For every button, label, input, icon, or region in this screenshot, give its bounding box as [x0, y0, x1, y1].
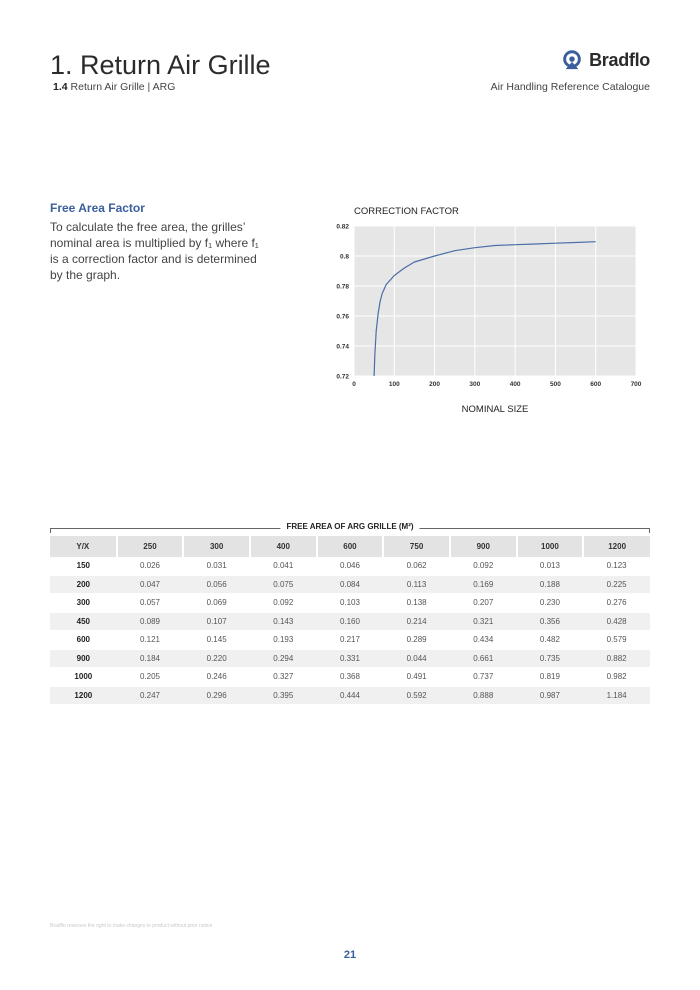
table-caption-text: FREE AREA OF ARG GRILLE (M²): [280, 522, 419, 531]
table-cell: 0.205: [117, 668, 184, 687]
table-cell: 0.084: [317, 575, 384, 594]
table-column-header: 900: [450, 536, 517, 557]
free-area-table: [50, 536, 650, 705]
chart-y-tick-label: 0.76: [336, 313, 349, 321]
table-cell: 0.207: [450, 594, 517, 613]
chart-x-tick-label: 300: [469, 381, 481, 388]
table-row-header: 1000: [50, 668, 117, 687]
table-cell: 0.026: [117, 557, 184, 575]
table-cell: 0.169: [450, 575, 517, 594]
chart-x-tick-label: 500: [549, 381, 561, 388]
table-row: [50, 668, 650, 687]
chart-y-tick-label: 0.8: [339, 253, 349, 261]
table-cell: 0.089: [117, 612, 184, 631]
chart-x-axis: [352, 381, 642, 388]
table-column-header: 250: [117, 536, 184, 557]
table-cell: 0.092: [250, 594, 317, 613]
table-cell: 0.819: [517, 668, 584, 687]
table-cell: 0.044: [383, 649, 450, 668]
table-column-header: 1200: [583, 536, 650, 557]
table-column-header: 400: [250, 536, 317, 557]
chart-x-tick-label: 600: [590, 381, 602, 388]
table-cell: 1.184: [583, 686, 650, 705]
section-number: 1.4: [53, 81, 68, 93]
table-cell: 0.321: [450, 612, 517, 631]
brand-logo-group: [561, 49, 650, 71]
table-cell: 0.057: [117, 594, 184, 613]
table-row-header: 300: [50, 594, 117, 613]
table-cell: 0.103: [317, 594, 384, 613]
table-cell: 0.737: [450, 668, 517, 687]
table-row: [50, 686, 650, 705]
table-cell: 0.123: [583, 557, 650, 575]
table-cell: 0.246: [183, 668, 250, 687]
table-cell: 0.092: [450, 557, 517, 575]
table-cell: 0.145: [183, 631, 250, 650]
table-cell: 0.143: [250, 612, 317, 631]
table-cell: 0.188: [517, 575, 584, 594]
table-cell: 0.184: [117, 649, 184, 668]
table-cell: 0.987: [517, 686, 584, 705]
section-subtitle: [53, 81, 175, 93]
chart-y-axis: [336, 224, 349, 381]
chart-y-tick-label: 0.72: [336, 373, 349, 381]
table-cell: 0.289: [383, 631, 450, 650]
table-cell: 0.220: [183, 649, 250, 668]
chart-x-tick-label: 200: [429, 381, 441, 388]
table-cell: 0.046: [317, 557, 384, 575]
chart-y-tick-label: 0.82: [336, 223, 349, 231]
section-name: Return Air Grille | ARG: [70, 81, 176, 93]
chart-x-axis-label: NOMINAL SIZE: [461, 404, 529, 415]
table-caption: [50, 522, 650, 536]
table-cell: 0.138: [383, 594, 450, 613]
table-cell: 0.327: [250, 668, 317, 687]
table-cell: 0.113: [383, 575, 450, 594]
footer-disclaimer: Bradflo reserves the right to make changes to product without prior notice: [50, 923, 213, 929]
table-row-header: 150: [50, 557, 117, 575]
chart-plot-area: [354, 226, 636, 376]
table-cell: 0.368: [317, 668, 384, 687]
table-cell: 0.062: [383, 557, 450, 575]
table-cell: 0.247: [117, 686, 184, 705]
table-cell: 0.121: [117, 631, 184, 650]
table-header-row: [50, 536, 650, 557]
free-area-table-block: [50, 522, 650, 705]
table-column-header: 750: [383, 536, 450, 557]
table-cell: 0.434: [450, 631, 517, 650]
table-cell: 0.225: [583, 575, 650, 594]
table-row: [50, 612, 650, 631]
brand-name: Bradflo: [589, 49, 650, 70]
table-cell: 0.491: [383, 668, 450, 687]
table-row: [50, 575, 650, 594]
chart-title: CORRECTION FACTOR: [354, 206, 459, 217]
table-cell: 0.882: [583, 649, 650, 668]
table-cell: 0.296: [183, 686, 250, 705]
table-cell: 0.579: [583, 631, 650, 650]
chart-x-tick-label: 700: [630, 381, 642, 388]
table-cell: 0.294: [250, 649, 317, 668]
table-cell: 0.230: [517, 594, 584, 613]
table-cell: 0.356: [517, 612, 584, 631]
table-column-header: 1000: [517, 536, 584, 557]
correction-factor-chart: [330, 200, 660, 420]
table-cell: 0.160: [317, 612, 384, 631]
table-cell: 0.444: [317, 686, 384, 705]
table-row: [50, 631, 650, 650]
table-cell: 0.041: [250, 557, 317, 575]
table-row-header: 200: [50, 575, 117, 594]
table-cell: 0.331: [317, 649, 384, 668]
table-row: [50, 649, 650, 668]
table-cell: 0.217: [317, 631, 384, 650]
table-cell: 0.047: [117, 575, 184, 594]
table-row: [50, 594, 650, 613]
page-title: 1. Return Air Grille: [50, 50, 271, 80]
table-column-header: 300: [183, 536, 250, 557]
page-number: 21: [343, 949, 357, 961]
table-cell: 0.214: [383, 612, 450, 631]
table-cell: 0.013: [517, 557, 584, 575]
table-corner-header: Y/X: [50, 536, 117, 557]
table-column-header: 600: [317, 536, 384, 557]
table-cell: 0.592: [383, 686, 450, 705]
chart-x-tick-label: 0: [352, 381, 356, 388]
table-cell: 0.193: [250, 631, 317, 650]
table-cell: 0.888: [450, 686, 517, 705]
table-cell: 0.982: [583, 668, 650, 687]
table-cell: 0.395: [250, 686, 317, 705]
free-area-heading: Free Area Factor: [50, 201, 145, 215]
table-row: [50, 557, 650, 575]
free-area-description: To calculate the free area, the grilles’ nominal area is multiplied by f₁ where f₁ is a correction factor and is determined by the graph.: [50, 220, 259, 282]
chart-y-tick-label: 0.78: [336, 283, 349, 291]
chart-x-tick-label: 100: [388, 381, 400, 388]
chart-y-tick-label: 0.74: [336, 343, 349, 351]
table-cell: 0.107: [183, 612, 250, 631]
table-cell: 0.482: [517, 631, 584, 650]
table-row-header: 900: [50, 649, 117, 668]
table-row-header: 1200: [50, 686, 117, 705]
table-cell: 0.428: [583, 612, 650, 631]
table-cell: 0.661: [450, 649, 517, 668]
table-row-header: 600: [50, 631, 117, 650]
table-body: [50, 557, 650, 705]
chart-x-tick-label: 400: [509, 381, 521, 388]
table-cell: 0.069: [183, 594, 250, 613]
catalogue-name: Air Handling Reference Catalogue: [490, 81, 650, 93]
table-cell: 0.056: [183, 575, 250, 594]
table-row-header: 450: [50, 612, 117, 631]
table-cell: 0.075: [250, 575, 317, 594]
table-cell: 0.031: [183, 557, 250, 575]
table-cell: 0.276: [583, 594, 650, 613]
table-cell: 0.735: [517, 649, 584, 668]
bradflo-logo-icon: [561, 49, 583, 71]
